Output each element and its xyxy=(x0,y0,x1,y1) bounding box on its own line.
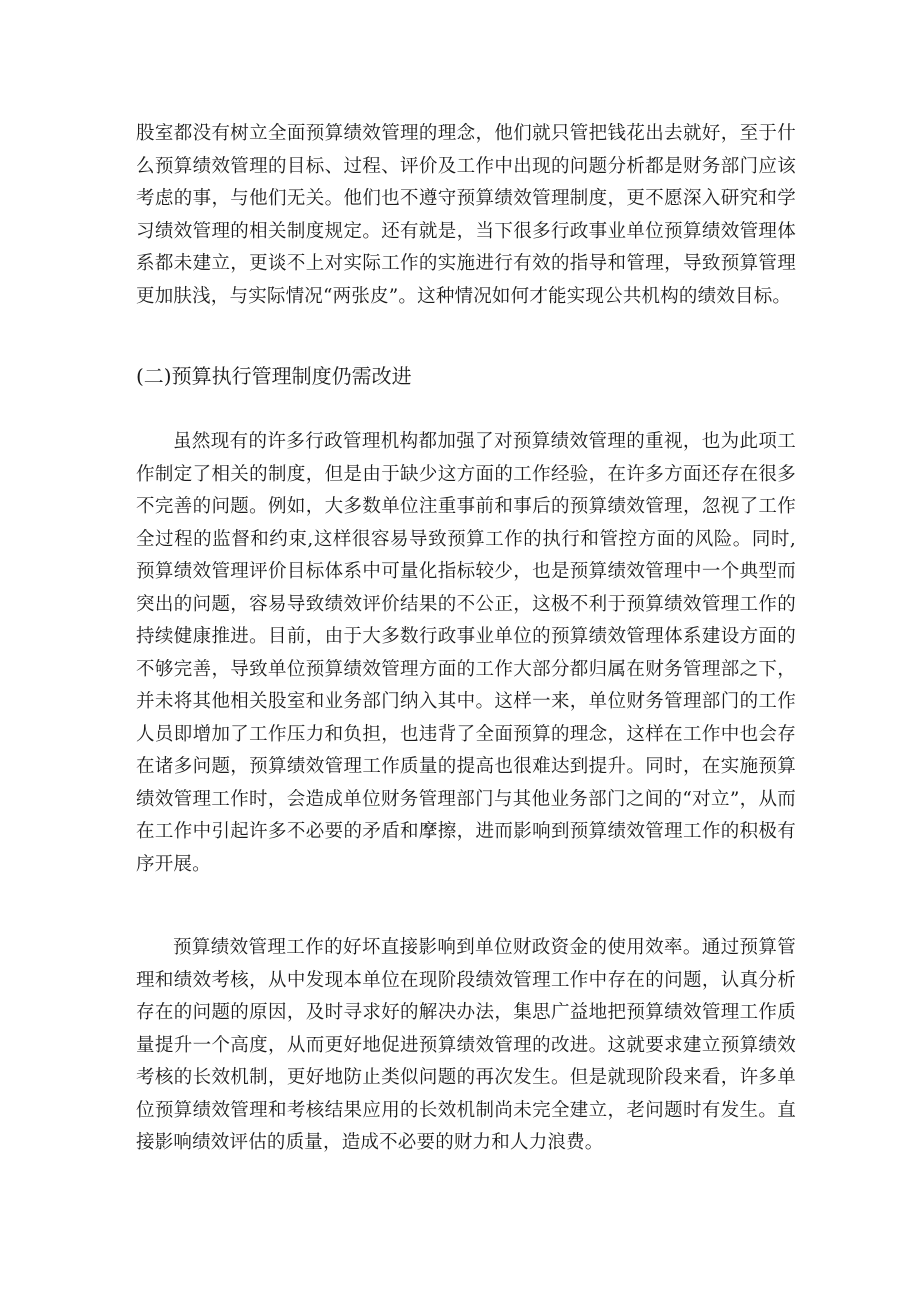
section-heading: (二)预算执行管理制度仍需改进 xyxy=(136,364,412,388)
paragraph-continuation: 股室都没有树立全面预算绩效管理的理念，他们就只管把钱花出去就好，至于什么预算绩效管理的目标、过程、评价及工作中出现的问题分析都是财务部门应该考虑的事，与他们无关。他们也不遵守预算绩效管理制度，更不愿深入研究和学习绩效管理的相关制度规定。还有就是，当下很多行政事业单位预算绩效管理体系都未建立，更谈不上对实际工作的实施进行有效的指导和管理，导致预算管理更加肤浅，与实际情况“两张皮”。这种情况如何才能实现公共机构的绩效目标。 xyxy=(136,123,796,307)
paragraph-performance-efficiency: 预算绩效管理工作的好坏直接影响到单位财政资金的使用效率。通过预算管理和绩效考核，从中发现本单位在现阶段绩效管理工作中存在的问题，认真分析存在的问题的原因，及时寻求好的解决办法，集思广益地把预算绩效管理工作质量提升一个高度，从而更好地促进预算绩效管理的改进。这就要求建立预算绩效考核的长效机制，更好地防止类似问题的再次发生。但是就现阶段来看，许多单位预算绩效管理和考核结果应用的长效机制尚未完全建立，老问题时有发生。直接影响绩效评估的质量，造成不必要的财力和人力浪费。 xyxy=(136,937,796,1153)
paragraph-budget-execution: 虽然现有的许多行政管理机构都加强了对预算绩效管理的重视，也为此项工作制定了相关的制度，但是由于缺少这方面的工作经验，在许多方面还存在很多不完善的问题。例如，大多数单位注重事前和事后的预算绩效管理，忽视了工作全过程的监督和约束,这样很容易导致预算工作的执行和管控方面的风险。同时,预算绩效管理评价目标体系中可量化指标较少，也是预算绩效管理中一个典型而突出的问题，容易导致绩效评价结果的不公正，这极不利于预算绩效管理工作的持续健康推进。目前，由于大多数行政事业单位的预算绩效管理体系建设方面的不够完善，导致单位预算绩效管理方面的工作大部分都归属在财务管理部之下，并未将其他相关股室和业务部门纳入其中。这样一来，单位财务管理部门的工作人员即增加了工作压力和负担，也违背了全面预算的理念，这样在工作中也会存在诸多问题，预算绩效管理工作质量的提高也很难达到提升。同时，在实施预算绩效管理工作时，会造成单位财务管理部门与其他业务部门之间的“对立”，从而在工作中引起许多不必要的矛盾和摩擦，进而影响到预算绩效管理工作的积极有序开展。 xyxy=(136,431,796,875)
